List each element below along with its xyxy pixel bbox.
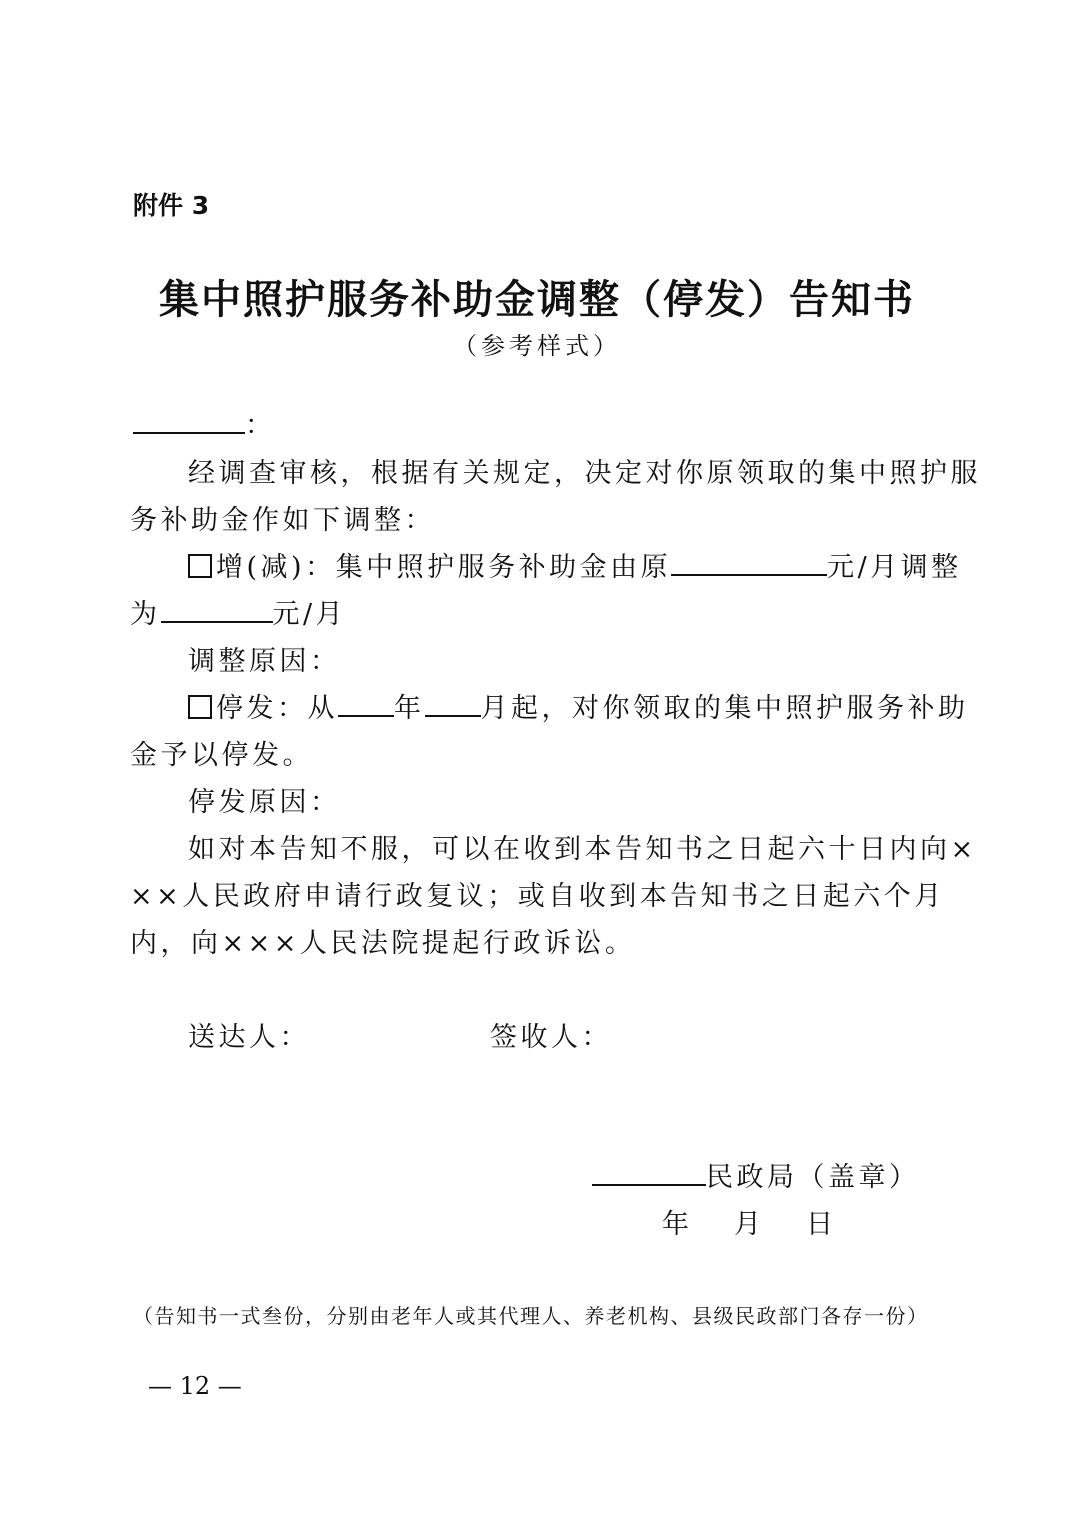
- date-year: 年: [662, 1209, 693, 1240]
- appeal-line2: ××人民政府申请行政复议；或自收到本告知书之日起六个月: [130, 881, 945, 912]
- adjust-reason-label: 调整原因：: [188, 646, 341, 677]
- date-day: 日: [806, 1209, 837, 1240]
- increase-unit2: 元/月: [272, 599, 347, 630]
- date-month: 月: [734, 1209, 765, 1240]
- new-amount-blank[interactable]: [161, 597, 273, 623]
- increase-text: 增(减)：集中照护服务补助金由原: [216, 552, 672, 583]
- increase-unit: 元/月调整: [827, 552, 962, 583]
- stop-month-text: 月起，对你领取的集中照护服务补助: [480, 693, 969, 724]
- recipient-blank[interactable]: [133, 408, 245, 434]
- document-subtitle: （参考样式）: [453, 332, 621, 360]
- bureau-label: 民政局（盖章）: [706, 1162, 920, 1193]
- attachment-label: 附件 3: [133, 191, 210, 220]
- original-amount-blank[interactable]: [671, 550, 827, 576]
- stop-reason-label: 停发原因：: [188, 787, 341, 818]
- bureau-name-blank[interactable]: [592, 1160, 706, 1186]
- stop-checkbox[interactable]: [188, 695, 212, 719]
- increase-to: 为: [130, 599, 161, 630]
- para1-line2: 务补助金作如下调整：: [130, 505, 435, 536]
- stop-year-blank[interactable]: [338, 691, 394, 717]
- salutation-line: [133, 403, 276, 442]
- increase-line2: [130, 592, 346, 631]
- deliverer-label: 送达人：: [188, 1022, 310, 1053]
- footer-note: （告知书一式叁份，分别由老年人或其代理人、养老机构、县级民政部门各存一份）: [133, 1304, 929, 1328]
- salutation-colon: ：: [245, 410, 276, 441]
- page-number: — 12 —: [148, 1372, 242, 1400]
- increase-line1: [188, 545, 962, 584]
- stop-year: 年: [394, 693, 425, 724]
- bureau-seal-line: [592, 1155, 920, 1194]
- increase-checkbox[interactable]: [188, 554, 212, 578]
- stop-month-blank[interactable]: [425, 691, 481, 717]
- stop-line2: 金予以停发。: [130, 740, 313, 771]
- appeal-line1: 如对本告知不服，可以在收到本告知书之日起六十日内向×: [188, 834, 977, 865]
- appeal-line3: 内，向×××人民法院提起行政诉讼。: [130, 928, 636, 959]
- document-title: 集中照护服务补助金调整（停发）告知书: [159, 276, 915, 323]
- receiver-label: 签收人：: [490, 1022, 612, 1053]
- para1-line1: 经调查审核，根据有关规定，决定对你原领取的集中照护服: [188, 458, 981, 489]
- stop-line1: [188, 686, 969, 725]
- stop-text: 停发：从: [216, 693, 338, 724]
